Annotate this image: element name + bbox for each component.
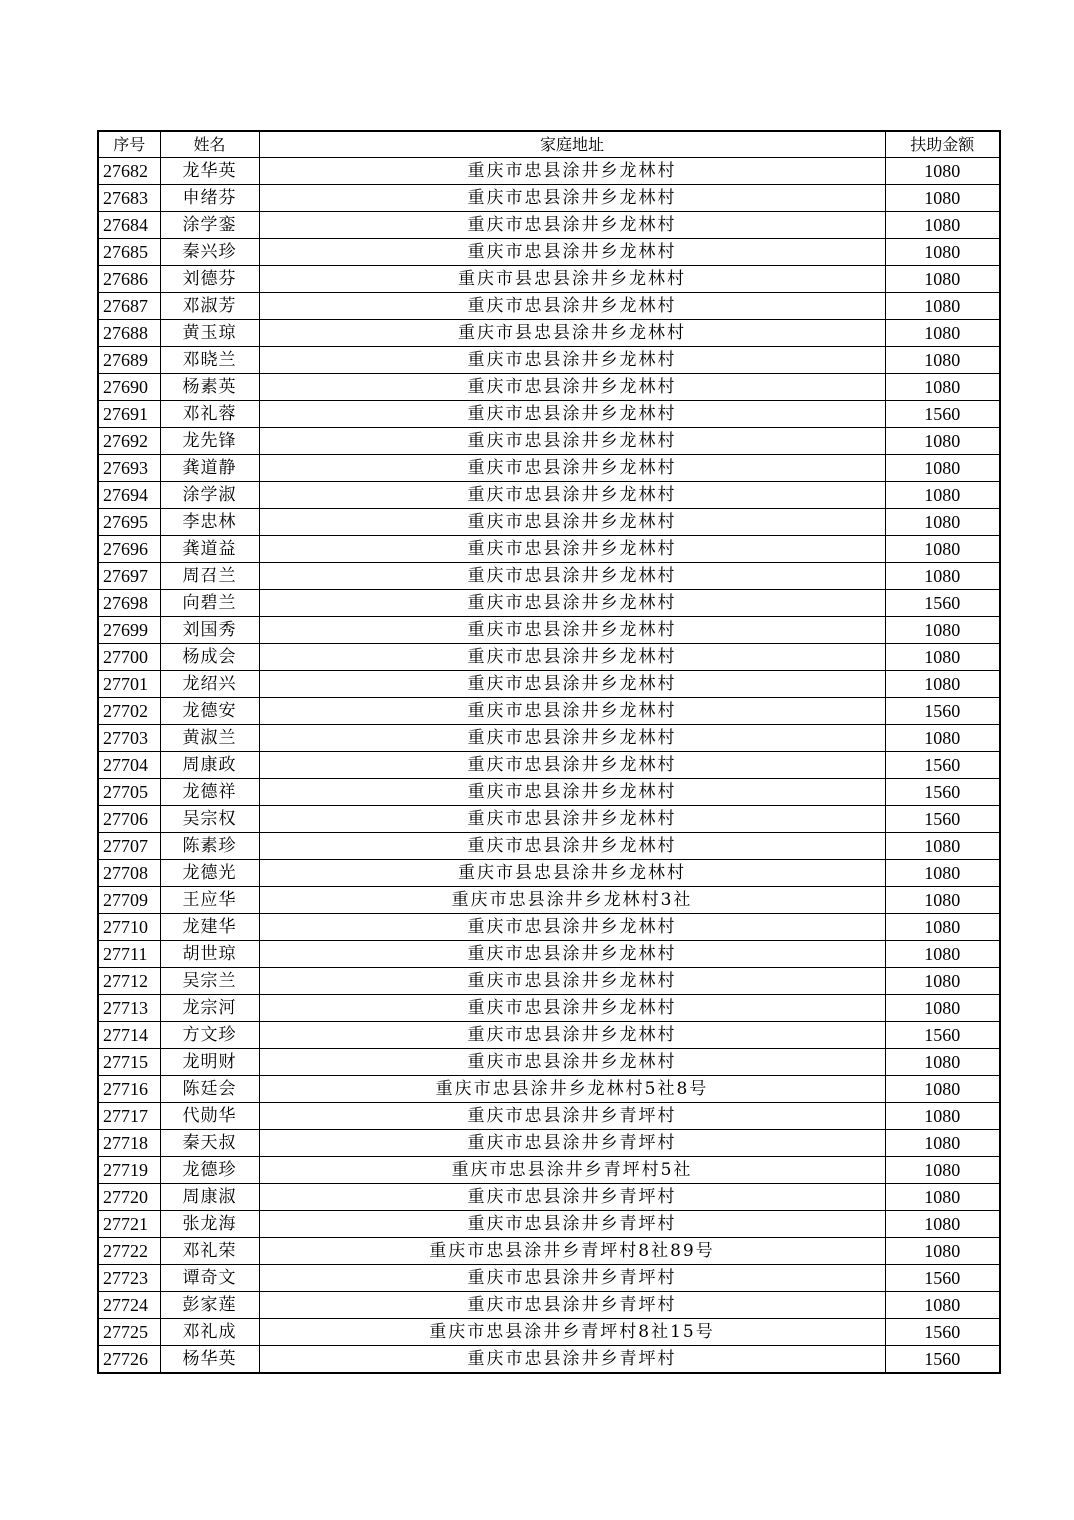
table-row <box>98 239 1000 266</box>
amount-cell: 1080 <box>885 1238 1000 1265</box>
address-cell: 重庆市忠县涂井乡龙林村 <box>259 995 885 1022</box>
amount-cell: 1080 <box>885 725 1000 752</box>
amount-cell: 1080 <box>885 860 1000 887</box>
table-row <box>98 968 1000 995</box>
name-cell: 申绪芬 <box>160 185 259 212</box>
amount-cell: 1080 <box>885 968 1000 995</box>
table-row <box>98 1076 1000 1103</box>
name-cell: 邓淑芳 <box>160 293 259 320</box>
address-cell: 重庆市忠县涂井乡龙林村 <box>259 833 885 860</box>
name-cell: 龚道静 <box>160 455 259 482</box>
address-cell: 重庆市忠县涂井乡龙林村 <box>259 617 885 644</box>
amount-cell: 1080 <box>885 428 1000 455</box>
address-cell: 重庆市忠县涂井乡青坪村 <box>259 1346 885 1374</box>
table-row <box>98 455 1000 482</box>
address-cell: 重庆市忠县涂井乡龙林村 <box>259 293 885 320</box>
address-cell: 重庆市忠县涂井乡青坪村 <box>259 1265 885 1292</box>
serial-number-cell: 27683 <box>98 185 160 212</box>
amount-cell: 1080 <box>885 995 1000 1022</box>
header-name: 姓名 <box>160 131 259 158</box>
name-cell: 龙德安 <box>160 698 259 725</box>
serial-number-cell: 27685 <box>98 239 160 266</box>
amount-cell: 1560 <box>885 1346 1000 1374</box>
name-cell: 龙德光 <box>160 860 259 887</box>
name-cell: 秦兴珍 <box>160 239 259 266</box>
serial-number-cell: 27723 <box>98 1265 160 1292</box>
amount-cell: 1080 <box>885 1049 1000 1076</box>
amount-cell: 1560 <box>885 779 1000 806</box>
name-cell: 秦天叔 <box>160 1130 259 1157</box>
address-cell: 重庆市忠县涂井乡龙林村 <box>259 725 885 752</box>
serial-number-cell: 27688 <box>98 320 160 347</box>
amount-cell: 1080 <box>885 1157 1000 1184</box>
table-row <box>98 536 1000 563</box>
address-cell: 重庆市忠县涂井乡龙林村 <box>259 698 885 725</box>
address-cell: 重庆市忠县涂井乡龙林村 <box>259 428 885 455</box>
serial-number-cell: 27721 <box>98 1211 160 1238</box>
serial-number-cell: 27692 <box>98 428 160 455</box>
serial-number-cell: 27689 <box>98 347 160 374</box>
name-cell: 龙德祥 <box>160 779 259 806</box>
serial-number-cell: 27682 <box>98 158 160 185</box>
header-assistance-amount: 扶助金额 <box>885 131 1000 158</box>
address-cell: 重庆市忠县涂井乡龙林村 <box>259 509 885 536</box>
amount-cell: 1080 <box>885 212 1000 239</box>
table-row <box>98 1157 1000 1184</box>
address-cell: 重庆市忠县涂井乡青坪村 <box>259 1103 885 1130</box>
address-cell: 重庆市县忠县涂井乡龙林村 <box>259 266 885 293</box>
address-cell: 重庆市忠县涂井乡青坪村5社 <box>259 1157 885 1184</box>
name-cell: 吴宗兰 <box>160 968 259 995</box>
table-row <box>98 806 1000 833</box>
address-cell: 重庆市忠县涂井乡龙林村 <box>259 644 885 671</box>
name-cell: 吴宗权 <box>160 806 259 833</box>
name-cell: 邓礼荣 <box>160 1238 259 1265</box>
address-cell: 重庆市忠县涂井乡龙林村 <box>259 536 885 563</box>
serial-number-cell: 27720 <box>98 1184 160 1211</box>
amount-cell: 1560 <box>885 806 1000 833</box>
address-cell: 重庆市忠县涂井乡龙林村 <box>259 941 885 968</box>
amount-cell: 1560 <box>885 1022 1000 1049</box>
table-row <box>98 482 1000 509</box>
address-cell: 重庆市忠县涂井乡青坪村 <box>259 1211 885 1238</box>
serial-number-cell: 27722 <box>98 1238 160 1265</box>
amount-cell: 1080 <box>885 1292 1000 1319</box>
name-cell: 龙明财 <box>160 1049 259 1076</box>
serial-number-cell: 27694 <box>98 482 160 509</box>
amount-cell: 1080 <box>885 266 1000 293</box>
address-cell: 重庆市忠县涂井乡龙林村 <box>259 671 885 698</box>
table-row <box>98 293 1000 320</box>
serial-number-cell: 27698 <box>98 590 160 617</box>
name-cell: 刘德芬 <box>160 266 259 293</box>
address-cell: 重庆市忠县涂井乡龙林村 <box>259 482 885 509</box>
amount-cell: 1080 <box>885 1130 1000 1157</box>
amount-cell: 1080 <box>885 320 1000 347</box>
name-cell: 代勋华 <box>160 1103 259 1130</box>
amount-cell: 1080 <box>885 1103 1000 1130</box>
address-cell: 重庆市忠县涂井乡龙林村 <box>259 968 885 995</box>
name-cell: 张龙海 <box>160 1211 259 1238</box>
amount-cell: 1560 <box>885 1265 1000 1292</box>
table-row <box>98 617 1000 644</box>
amount-cell: 1080 <box>885 1211 1000 1238</box>
table-row <box>98 914 1000 941</box>
name-cell: 杨华英 <box>160 1346 259 1374</box>
amount-cell: 1080 <box>885 1184 1000 1211</box>
address-cell: 重庆市忠县涂井乡龙林村 <box>259 347 885 374</box>
amount-cell: 1080 <box>885 293 1000 320</box>
header-row <box>98 131 1000 158</box>
amount-cell: 1560 <box>885 752 1000 779</box>
table-row <box>98 833 1000 860</box>
serial-number-cell: 27684 <box>98 212 160 239</box>
name-cell: 龙华英 <box>160 158 259 185</box>
table-row <box>98 1319 1000 1346</box>
name-cell: 黄玉琼 <box>160 320 259 347</box>
table-row <box>98 374 1000 401</box>
name-cell: 涂学銮 <box>160 212 259 239</box>
serial-number-cell: 27709 <box>98 887 160 914</box>
amount-cell: 1080 <box>885 347 1000 374</box>
serial-number-cell: 27695 <box>98 509 160 536</box>
address-cell: 重庆市忠县涂井乡龙林村 <box>259 158 885 185</box>
serial-number-cell: 27700 <box>98 644 160 671</box>
serial-number-cell: 27724 <box>98 1292 160 1319</box>
address-cell: 重庆市忠县涂井乡龙林村 <box>259 1022 885 1049</box>
table-row <box>98 644 1000 671</box>
amount-cell: 1560 <box>885 1319 1000 1346</box>
serial-number-cell: 27713 <box>98 995 160 1022</box>
name-cell: 胡世琼 <box>160 941 259 968</box>
table-row <box>98 1130 1000 1157</box>
amount-cell: 1080 <box>885 158 1000 185</box>
serial-number-cell: 27693 <box>98 455 160 482</box>
name-cell: 龚道益 <box>160 536 259 563</box>
address-cell: 重庆市忠县涂井乡龙林村 <box>259 374 885 401</box>
address-cell: 重庆市忠县涂井乡龙林村 <box>259 212 885 239</box>
table-row <box>98 860 1000 887</box>
name-cell: 龙德珍 <box>160 1157 259 1184</box>
name-cell: 龙绍兴 <box>160 671 259 698</box>
table-row <box>98 401 1000 428</box>
serial-number-cell: 27690 <box>98 374 160 401</box>
serial-number-cell: 27714 <box>98 1022 160 1049</box>
amount-cell: 1080 <box>885 1076 1000 1103</box>
table-row <box>98 1022 1000 1049</box>
address-cell: 重庆市忠县涂井乡龙林村 <box>259 455 885 482</box>
table-row <box>98 158 1000 185</box>
amount-cell: 1080 <box>885 644 1000 671</box>
name-cell: 涂学淑 <box>160 482 259 509</box>
table-row <box>98 941 1000 968</box>
serial-number-cell: 27686 <box>98 266 160 293</box>
serial-number-cell: 27717 <box>98 1103 160 1130</box>
serial-number-cell: 27726 <box>98 1346 160 1374</box>
table-row <box>98 266 1000 293</box>
table-row <box>98 995 1000 1022</box>
table-body <box>98 158 1000 1374</box>
table-row <box>98 1049 1000 1076</box>
table-row <box>98 725 1000 752</box>
serial-number-cell: 27707 <box>98 833 160 860</box>
serial-number-cell: 27691 <box>98 401 160 428</box>
name-cell: 周召兰 <box>160 563 259 590</box>
table-row <box>98 671 1000 698</box>
amount-cell: 1080 <box>885 185 1000 212</box>
address-cell: 重庆市忠县涂井乡龙林村 <box>259 779 885 806</box>
table-row <box>98 590 1000 617</box>
table-row <box>98 185 1000 212</box>
amount-cell: 1560 <box>885 698 1000 725</box>
table-row <box>98 1238 1000 1265</box>
address-cell: 重庆市忠县涂井乡龙林村 <box>259 914 885 941</box>
address-cell: 重庆市忠县涂井乡龙林村 <box>259 1049 885 1076</box>
table-row <box>98 1211 1000 1238</box>
table-row <box>98 887 1000 914</box>
table-row <box>98 1265 1000 1292</box>
serial-number-cell: 27716 <box>98 1076 160 1103</box>
address-cell: 重庆市忠县涂井乡龙林村 <box>259 401 885 428</box>
name-cell: 杨素英 <box>160 374 259 401</box>
serial-number-cell: 27702 <box>98 698 160 725</box>
name-cell: 彭家莲 <box>160 1292 259 1319</box>
name-cell: 杨成会 <box>160 644 259 671</box>
serial-number-cell: 27697 <box>98 563 160 590</box>
assistance-list-sheet <box>97 130 999 1374</box>
table-row <box>98 212 1000 239</box>
amount-cell: 1080 <box>885 563 1000 590</box>
table-row <box>98 1103 1000 1130</box>
name-cell: 向碧兰 <box>160 590 259 617</box>
address-cell: 重庆市忠县涂井乡龙林村 <box>259 752 885 779</box>
table-row <box>98 563 1000 590</box>
name-cell: 周康政 <box>160 752 259 779</box>
name-cell: 龙建华 <box>160 914 259 941</box>
amount-cell: 1080 <box>885 617 1000 644</box>
amount-cell: 1080 <box>885 671 1000 698</box>
table-row <box>98 347 1000 374</box>
serial-number-cell: 27712 <box>98 968 160 995</box>
name-cell: 方文珍 <box>160 1022 259 1049</box>
serial-number-cell: 27719 <box>98 1157 160 1184</box>
name-cell: 龙先锋 <box>160 428 259 455</box>
serial-number-cell: 27699 <box>98 617 160 644</box>
name-cell: 邓礼蓉 <box>160 401 259 428</box>
name-cell: 邓礼成 <box>160 1319 259 1346</box>
table-row <box>98 509 1000 536</box>
header-serial-number: 序号 <box>98 131 160 158</box>
amount-cell: 1080 <box>885 536 1000 563</box>
amount-cell: 1080 <box>885 482 1000 509</box>
name-cell: 周康淑 <box>160 1184 259 1211</box>
address-cell: 重庆市忠县涂井乡龙林村 <box>259 185 885 212</box>
serial-number-cell: 27711 <box>98 941 160 968</box>
name-cell: 龙宗河 <box>160 995 259 1022</box>
amount-cell: 1080 <box>885 833 1000 860</box>
table-row <box>98 1292 1000 1319</box>
header-home-address: 家庭地址 <box>259 131 885 158</box>
address-cell: 重庆市忠县涂井乡青坪村 <box>259 1184 885 1211</box>
table-row <box>98 320 1000 347</box>
serial-number-cell: 27715 <box>98 1049 160 1076</box>
address-cell: 重庆市忠县涂井乡龙林村3社 <box>259 887 885 914</box>
amount-cell: 1560 <box>885 590 1000 617</box>
assistance-table <box>97 130 1001 1374</box>
serial-number-cell: 27706 <box>98 806 160 833</box>
serial-number-cell: 27687 <box>98 293 160 320</box>
address-cell: 重庆市忠县涂井乡龙林村 <box>259 590 885 617</box>
address-cell: 重庆市忠县涂井乡龙林村 <box>259 563 885 590</box>
address-cell: 重庆市忠县涂井乡龙林村5社8号 <box>259 1076 885 1103</box>
table-row <box>98 698 1000 725</box>
serial-number-cell: 27696 <box>98 536 160 563</box>
address-cell: 重庆市忠县涂井乡青坪村8社89号 <box>259 1238 885 1265</box>
amount-cell: 1080 <box>885 914 1000 941</box>
name-cell: 陈廷会 <box>160 1076 259 1103</box>
name-cell: 刘国秀 <box>160 617 259 644</box>
table-row <box>98 1346 1000 1374</box>
amount-cell: 1080 <box>885 239 1000 266</box>
address-cell: 重庆市忠县涂井乡龙林村 <box>259 239 885 266</box>
address-cell: 重庆市县忠县涂井乡龙林村 <box>259 860 885 887</box>
table-row <box>98 1184 1000 1211</box>
serial-number-cell: 27704 <box>98 752 160 779</box>
amount-cell: 1080 <box>885 887 1000 914</box>
name-cell: 李忠林 <box>160 509 259 536</box>
amount-cell: 1080 <box>885 509 1000 536</box>
serial-number-cell: 27718 <box>98 1130 160 1157</box>
table-row <box>98 428 1000 455</box>
serial-number-cell: 27703 <box>98 725 160 752</box>
name-cell: 谭奇文 <box>160 1265 259 1292</box>
name-cell: 陈素珍 <box>160 833 259 860</box>
address-cell: 重庆市忠县涂井乡青坪村 <box>259 1292 885 1319</box>
address-cell: 重庆市忠县涂井乡龙林村 <box>259 806 885 833</box>
amount-cell: 1080 <box>885 941 1000 968</box>
amount-cell: 1080 <box>885 374 1000 401</box>
serial-number-cell: 27701 <box>98 671 160 698</box>
table-row <box>98 779 1000 806</box>
address-cell: 重庆市忠县涂井乡青坪村8社15号 <box>259 1319 885 1346</box>
address-cell: 重庆市忠县涂井乡青坪村 <box>259 1130 885 1157</box>
serial-number-cell: 27705 <box>98 779 160 806</box>
amount-cell: 1560 <box>885 401 1000 428</box>
name-cell: 黄淑兰 <box>160 725 259 752</box>
name-cell: 邓晓兰 <box>160 347 259 374</box>
serial-number-cell: 27708 <box>98 860 160 887</box>
serial-number-cell: 27725 <box>98 1319 160 1346</box>
name-cell: 王应华 <box>160 887 259 914</box>
serial-number-cell: 27710 <box>98 914 160 941</box>
table-header <box>98 131 1000 158</box>
address-cell: 重庆市县忠县涂井乡龙林村 <box>259 320 885 347</box>
table-row <box>98 752 1000 779</box>
amount-cell: 1080 <box>885 455 1000 482</box>
